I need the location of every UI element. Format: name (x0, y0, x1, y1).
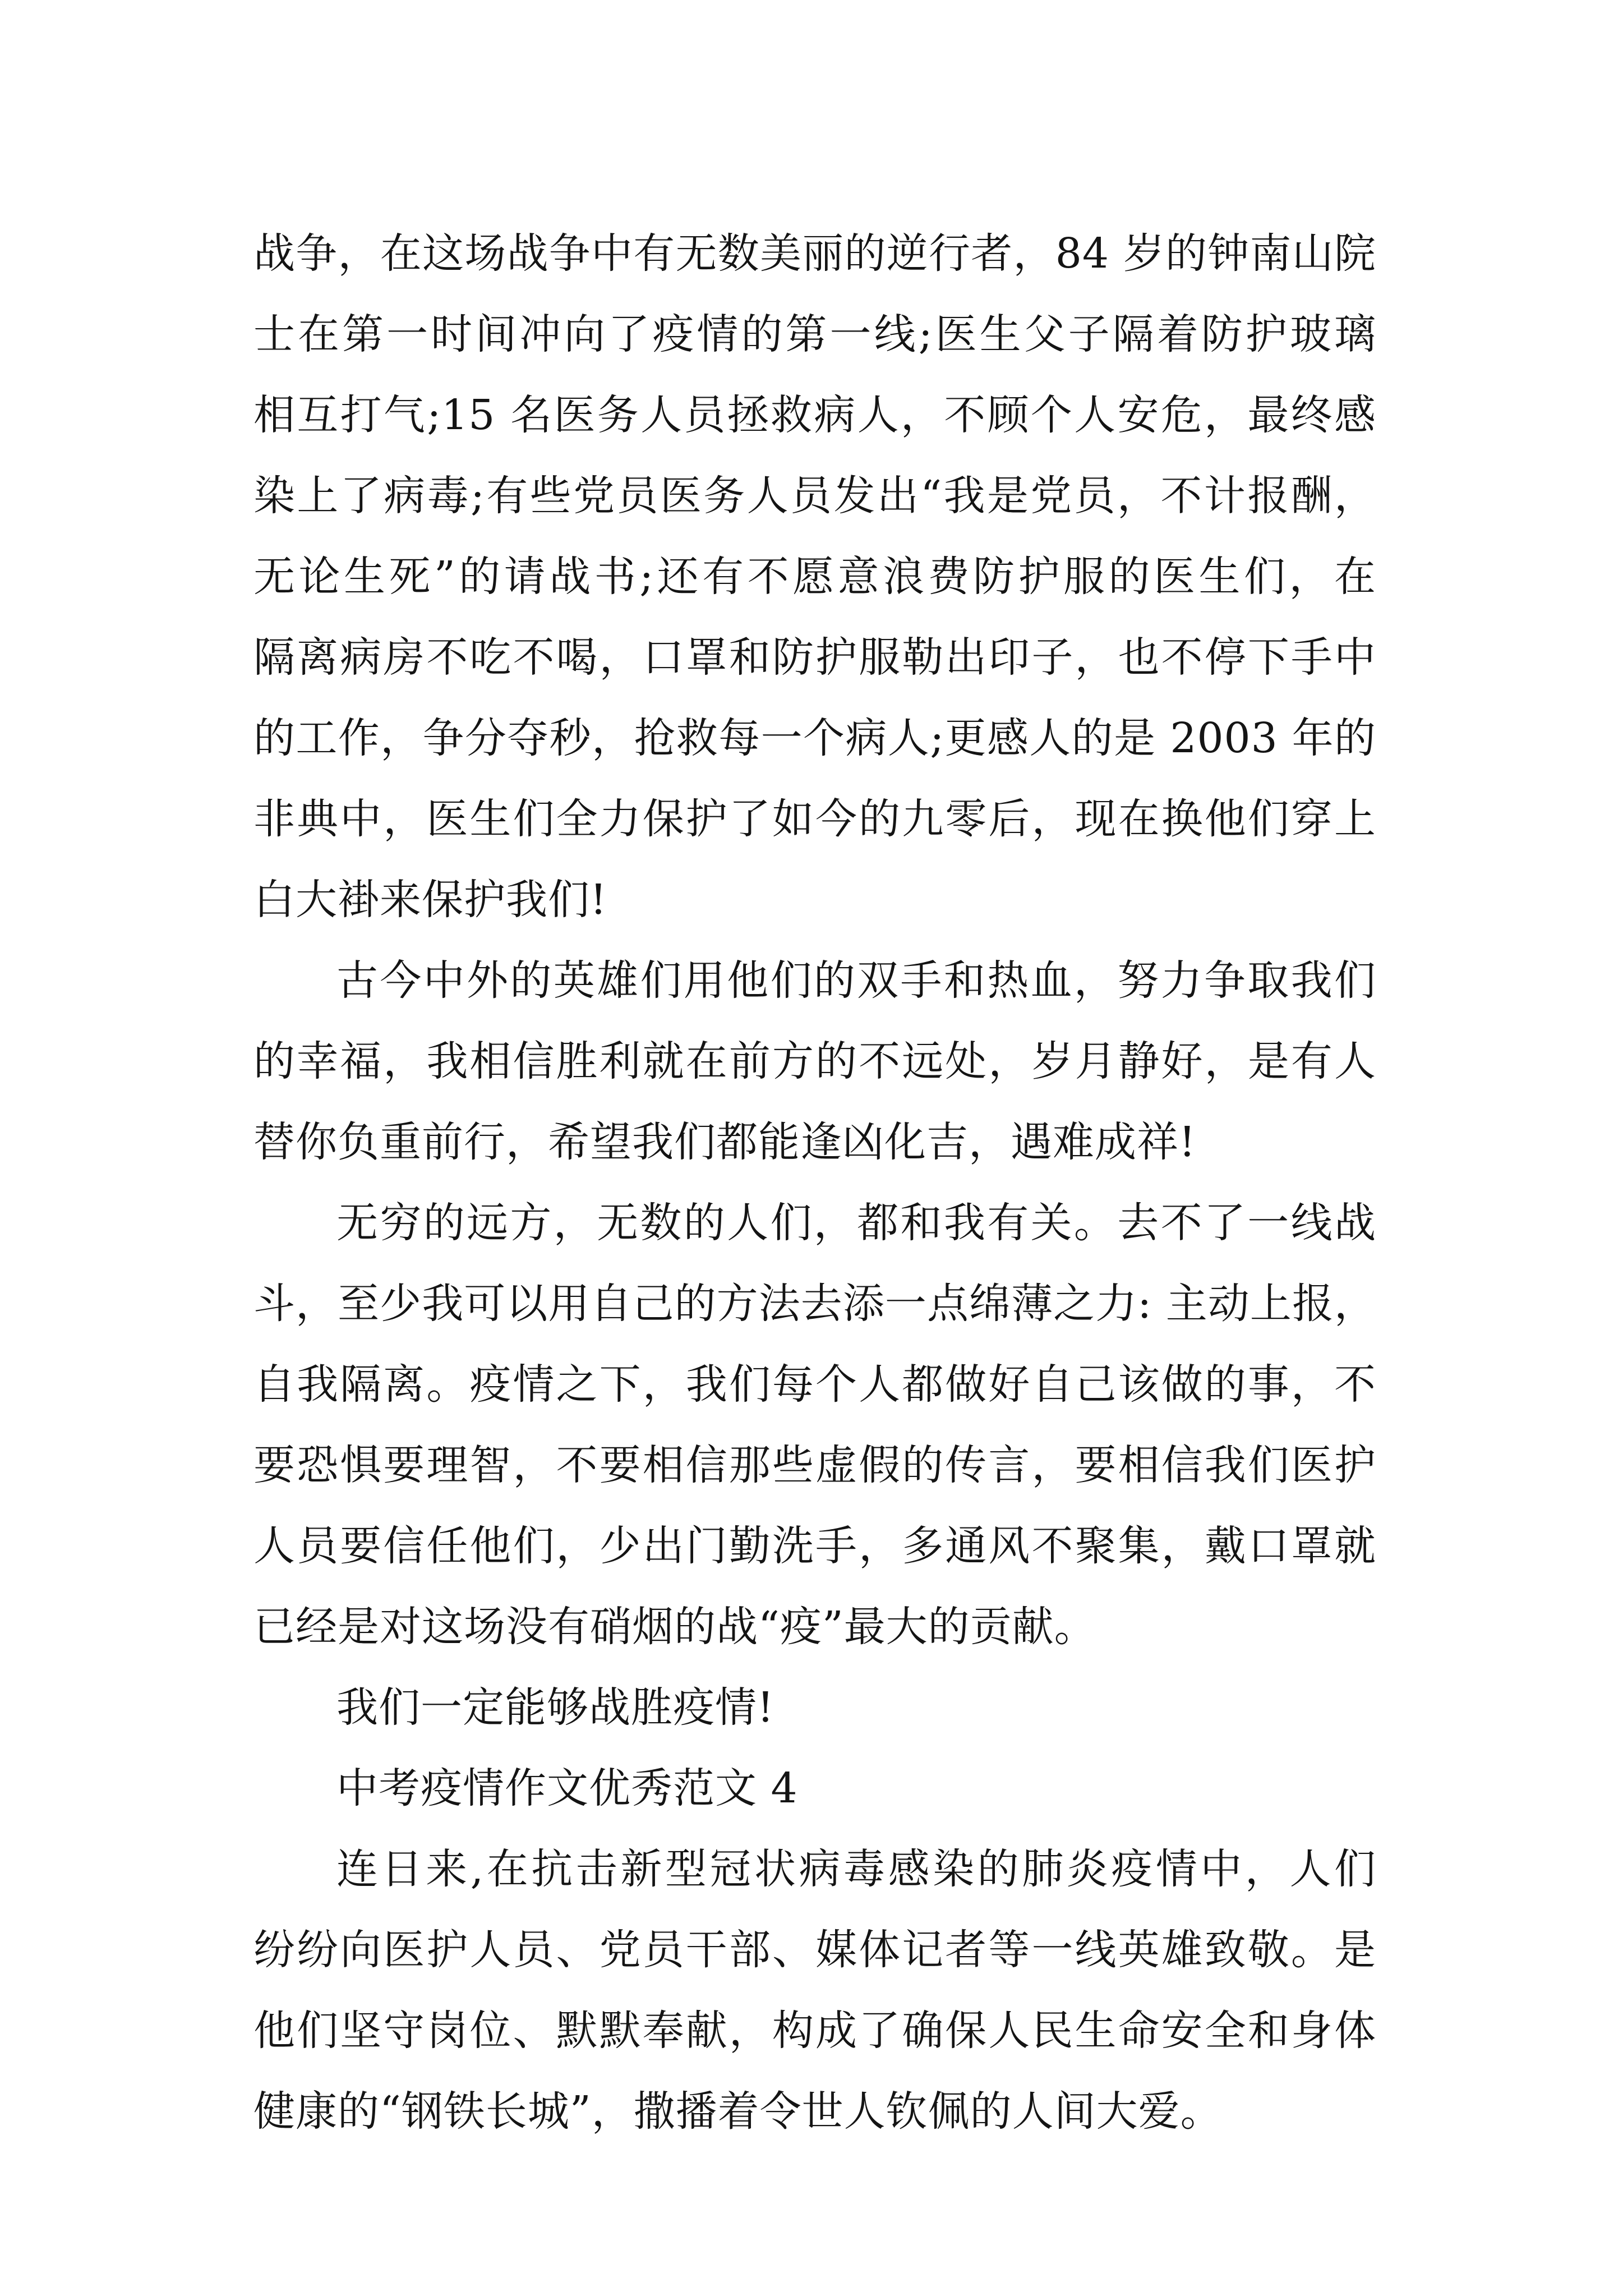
text-line: 的工作，争分夺秒，抢救每一个病人;更感人的是 2003 年的 (253, 714, 1376, 762)
text-line: 连日来,在抗击新型冠状病毒感染的肺炎疫情中，人们 (336, 1845, 1376, 1893)
text-line: 非典中，医生们全力保护了如今的九零后，现在换他们穿上 (253, 795, 1376, 843)
text-line: 斗，至少我可以用自己的方法去添一点绵薄之力: 主动上报， (253, 1280, 1376, 1328)
text-line: 替你负重前行，希望我们都能逢凶化吉，遇难成祥! (253, 1118, 1196, 1166)
text-line: 染上了病毒;有些党员医务人员发出“我是党员，不计报酬， (253, 472, 1376, 520)
text-line: 自我隔离。疫情之下，我们每个人都做好自己该做的事，不 (253, 1360, 1376, 1409)
text-line: 无穷的远方，无数的人们，都和我有关。去不了一线战 (336, 1199, 1376, 1247)
text-line: 纷纷向医护人员、党员干部、媒体记者等一线英雄致敬。是 (253, 1926, 1376, 1974)
text-line: 白大褂来保护我们! (253, 876, 607, 924)
text-line: 古今中外的英雄们用他们的双手和热血，努力争取我们 (336, 956, 1376, 1005)
text-line: 我们一定能够战胜疫情! (336, 1683, 774, 1732)
text-line: 已经是对这场没有硝烟的战“疫”最大的贡献。 (253, 1603, 1096, 1651)
text-line: 他们坚守岗位、默默奉献，构成了确保人民生命安全和身体 (253, 2007, 1376, 2055)
text-line: 战争，在这场战争中有无数美丽的逆行者，84 岁的钟南山院 (253, 229, 1376, 278)
essay-text (253, 213, 1376, 2152)
text-line: 隔离病房不吃不喝，口罩和防护服勒出印子，也不停下手中 (253, 633, 1376, 682)
text-line: 无论生死”的请战书;还有不愿意浪费防护服的医生们，在 (253, 553, 1376, 601)
text-line: 要恐惧要理智，不要相信那些虚假的传言，要相信我们医护 (253, 1441, 1376, 1489)
section-heading: 中考疫情作文优秀范文 4 (336, 1764, 798, 1812)
text-line: 相互打气;15 名医务人员拯救病人，不顾个人安危，最终感 (253, 391, 1376, 439)
text-line: 健康的“钢铁长城”，撒播着令世人钦佩的人间大爱。 (253, 2087, 1223, 2136)
text-line: 士在第一时间冲向了疫情的第一线;医生父子隔着防护玻璃 (253, 310, 1376, 358)
text-line: 的幸福，我相信胜利就在前方的不远处，岁月静好，是有人 (253, 1037, 1376, 1085)
text-line: 人员要信任他们，少出门勤洗手，多通风不聚集，戴口罩就 (253, 1522, 1376, 1570)
